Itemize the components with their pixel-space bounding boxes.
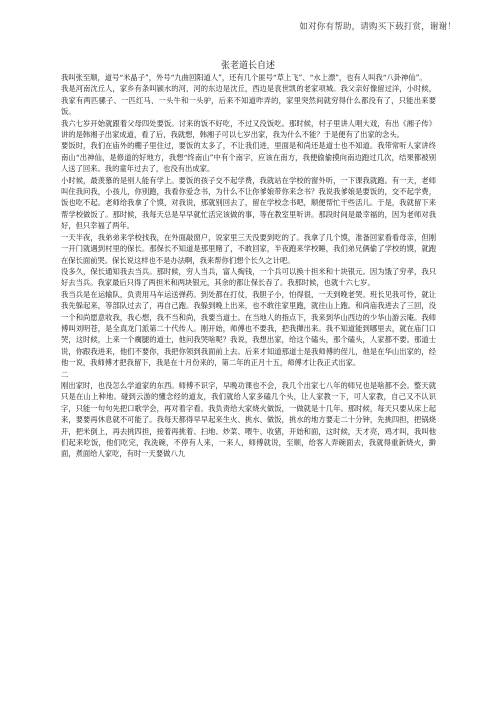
paragraph: 我是河南沈丘人，家乡有条叫颍水的河，河的东边是沈丘，西边是袁世凯的老家项城。我父亲好像留过洋，小时候，我家有两匹骡子、一匹红马、一头牛和一头驴，后来不知道咋弄的，家里突然间就穷得什么都没有了，只能出来要饭。 xyxy=(61,84,436,117)
section-number: 二 xyxy=(61,369,69,379)
paragraph: 我当兵是在运输队，负责用马车运送弹药。到处都在打仗，我胆子小，怕得很，一天到晚老哭。班长见我可怜，就让我先躲起来，等部队过去了，再自己跑。我躲到晚上出来，也不敢往家里跑，就往山上跑。和尚庙我进去了三回，没一个和尚愿意收我，我心想，我不当和尚，我要当道士。在当地人的指点下，我来到华山西边的少华山游云庵。我师傅叫刘明苍，是全真龙门派第二十代传人。刚开始，师傅也不要我，把我撵出来。我不知道能到哪里去，就在庙门口哭，这时候，上来一个瘸腿的道士，他问我哭啥呢？我说，我想出家，给这个磕头，那个磕头，人家都不要。那道士说，你跟我进来，他们不要你，我把你领到我面前上去。后来才知道那道士是我师傅的侄儿，他是在华山出家的，经他一说，我师傅才把我留下，我是在十月份来的，第二年的正月十五，师傅才让我正式出家。 xyxy=(61,289,436,368)
paragraph: 刚出家时，也没怎么学道家的东西。师傅不识字，早晚功课也不会，我几个出家七八年的师兄也是啥都不会。整天就只是在山上种地。碰到云游的懂念经的道友，我们就给人家多磕几个头，让人家教一下，可人家教，自己又不认识字，只能一句句先把口歌学会，再对着字看。我负责给大家烧火做饭，一做就是十几年。那时候，每天只要从床上起来，要要再休息就不可能了。我每天都得早早起来生火、挑水、做饭，挑水的地方要走二十分钟，先挑四担，把锅烧开，把米倒上，再去挑四担，接着再挑着、扫地、炒菜、喂牛、收猪，开始和面，这时候，天才亮，鸡才叫，我叫他们起来吃饭，他们吃完，我洗碗，不停有人来，一来人，师傅就说，至顺，给客人弄碗面去，我就得重新烧火，擀面，煮面给人家吃，有时一天要做八九 xyxy=(61,380,436,459)
paragraph: 要饭时，我们在庙外的棚子里住过，要饭的太多了，不让我们进，里面是和尚还是道士也不知道。我带常听人家讲终南山“出神仙，是修道的好地方，我想“终南山”中有个南字，应该在南方，我便偷偷摸向南边跑过几次，结果都被别人送了回来。我的童年过去了，也没有出成家。 xyxy=(61,141,436,174)
paragraph: 我叫张至顺，道号“米晶子”，外号“九曲回阳道人”，还有几个匪号“草上飞”、“水上漂”，也有人叫我“八卦神仙”。 xyxy=(61,73,427,82)
header-note: 如对你有帮助，请购买下载打赏，谢谢！ xyxy=(299,22,456,32)
paragraph: 一天半夜，我弟弟来学校找我，在外面敲窗户，说家里三天没要到吃的了。我拿了几个馍，准备回家看看母亲，但刚一开门就遇到村里的保长。那保长不知道是那里赌了，不敢回家，半夜跑来学校睡，我们弟兄俩偷了学校的馍，就跑在保长面前哭。保长说这样也不是办法啊，我来帮你们想个长久之计吧。 xyxy=(61,232,436,265)
paragraph: 我六七岁开始就跟着父母四处要饭。讨来的饭不好吃，不过又没饭吃。那时候，村子里讲人唱大戏，有出《湘子传》讲的是韩湘子出家成道，看了后，我就想，韩湘子可以七岁出家，我为什么不能？于是便有了出家的念头。 xyxy=(61,118,436,140)
paragraph: 没多久，保长通知我去当兵。那时候，穷人当兵，富人掏钱，一个兵可以换十担米和十块银元。因为饿了穷孝，我只好去当兵。我家最后只得了两担米和两块银元，其余的都让保长吞了。我那时候，也就十六七岁。 xyxy=(61,266,436,288)
document-body xyxy=(61,72,436,460)
page-title: 张老道长自述 xyxy=(220,61,275,71)
paragraph: 小时候，最羡慕的是别人能有学上。要饭的孩子交不起学费，我就站在学校的窗外听，一下课我就跑。有一天，老师叫住我问我，小孩儿，你别跑，我看你爱念书，为什么不让你爹娘带你来念书？我说我爹娘是要饭的，交不起学费，饭也吃不起。老师给我拿了个馍，对我说，那就别回去了，留在学校念书吧，顺便帮忙干些活儿。于是，我就留下来帮学校做饭了。那时候，我每天总是早早就忙活完该做的事，等在教室里听讲。那段时间是最幸福的，因为老师对我好，但只幸福了两年。 xyxy=(61,175,436,231)
